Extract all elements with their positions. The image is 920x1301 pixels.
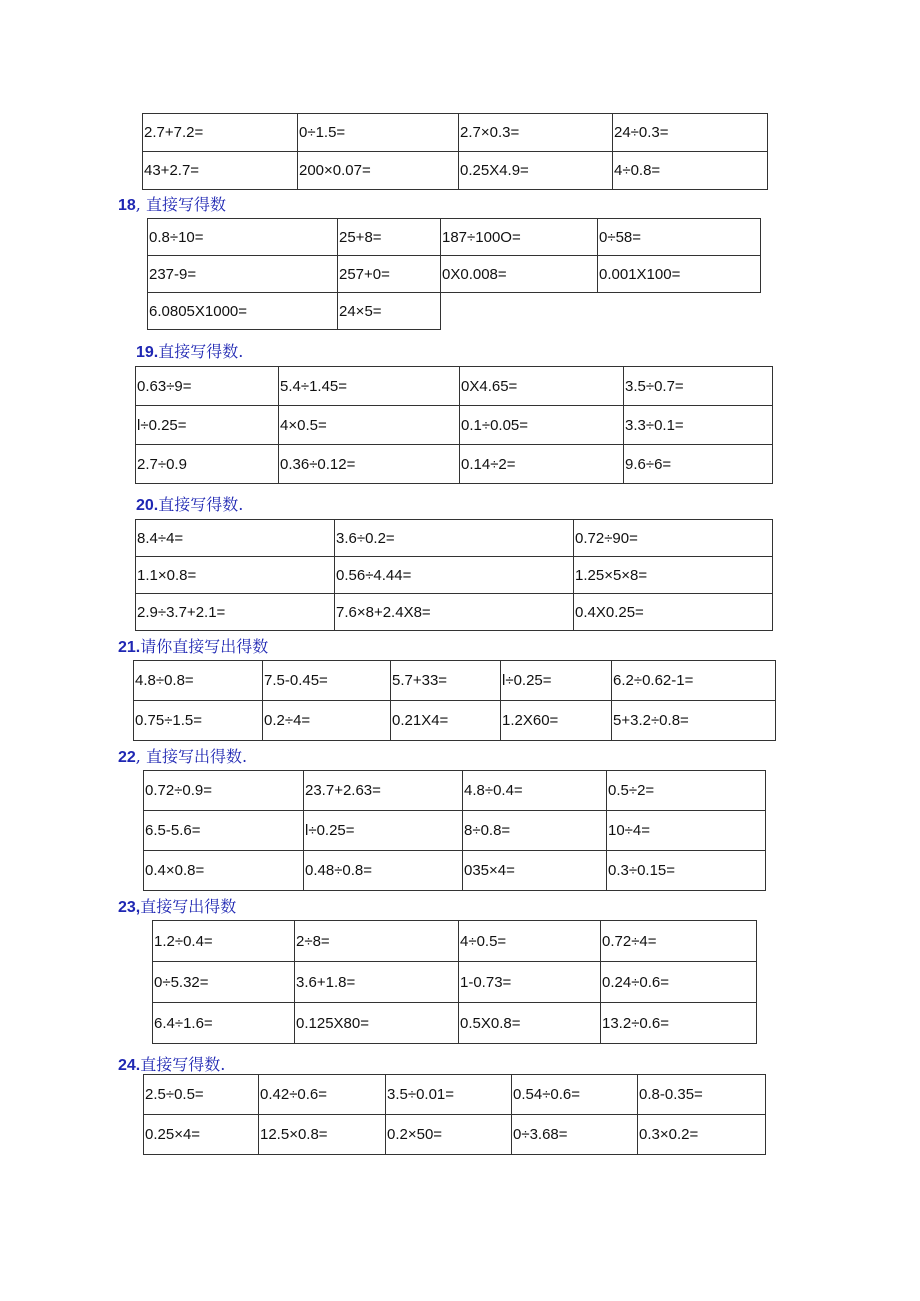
problem-table-top [142, 113, 768, 190]
problem-title: 直接写得数. [140, 1055, 226, 1074]
equation-cell: 4.8÷0.4= [463, 771, 607, 811]
equation-cell: 0.125X80= [295, 1003, 459, 1044]
equation-cell: 0.75÷1.5= [134, 701, 263, 741]
equation-cell: 1-0.73= [459, 962, 601, 1003]
equation-cell: 0.25×4= [144, 1115, 259, 1155]
equation-cell: 3.5÷0.7= [624, 367, 773, 406]
problem-number: 23, [118, 899, 141, 916]
equation-cell: 0.2×50= [386, 1115, 512, 1155]
equation-cell: 0÷1.5= [298, 114, 459, 152]
equation-cell: 200×0.07= [298, 152, 459, 190]
equation-cell: 43+2.7= [143, 152, 298, 190]
equation-cell: 2.9÷3.7+2.1= [136, 594, 335, 631]
equation-cell: 0.72÷4= [601, 921, 757, 962]
equation-cell: 2.7×0.3= [459, 114, 613, 152]
equation-cell: 0.8÷10= [148, 219, 338, 256]
problem-table-20 [135, 519, 773, 631]
problem-heading-19 [136, 339, 243, 362]
equation-cell: 0.3÷0.15= [607, 851, 766, 891]
equation-cell: 0.24÷0.6= [601, 962, 757, 1003]
equation-cell: l÷0.25= [304, 811, 463, 851]
equation-cell: 1.2X60= [501, 701, 612, 741]
problem-table-19 [135, 366, 773, 484]
equation-cell: 0.56÷4.44= [335, 557, 574, 594]
problem-heading-24 [118, 1052, 225, 1075]
problem-number: 24. [118, 1057, 141, 1074]
equation-cell: 0.72÷90= [574, 520, 773, 557]
equation-cell: 0.8-0.35= [638, 1075, 766, 1115]
equation-cell: 0X0.008= [441, 256, 598, 293]
equation-cell: 237-9= [148, 256, 338, 293]
problem-number: 18 [118, 197, 136, 214]
problem-title: 直接写出得数 [140, 897, 237, 916]
equation-cell: 3.6+1.8= [295, 962, 459, 1003]
equation-cell: 0.48÷0.8= [304, 851, 463, 891]
equation-cell: 6.4÷1.6= [153, 1003, 295, 1044]
equation-cell: 0.4X0.25= [574, 594, 773, 631]
equation-cell: 4÷0.8= [613, 152, 768, 190]
equation-cell: 1.1×0.8= [136, 557, 335, 594]
equation-cell: 13.2÷0.6= [601, 1003, 757, 1044]
equation-cell: 8÷0.8= [463, 811, 607, 851]
equation-cell: 23.7+2.63= [304, 771, 463, 811]
problem-title: 直接写得数. [158, 495, 244, 514]
problem-table-18 [147, 218, 761, 330]
equation-cell: 0.25X4.9= [459, 152, 613, 190]
problem-table-21 [133, 660, 776, 741]
equation-cell: 0.5÷2= [607, 771, 766, 811]
equation-cell: 24÷0.3= [613, 114, 768, 152]
problem-number: 19. [136, 344, 159, 361]
equation-cell: 3.3÷0.1= [624, 406, 773, 445]
equation-cell: 187÷100O= [441, 219, 598, 256]
equation-cell: 0.1÷0.05= [460, 406, 624, 445]
equation-cell: 0.2÷4= [263, 701, 391, 741]
equation-cell: 25+8= [338, 219, 441, 256]
equation-cell: 0X4.65= [460, 367, 624, 406]
problem-title: 请你直接写出得数 [140, 637, 269, 656]
problem-heading-23 [118, 894, 236, 917]
problem-number: 22 [118, 749, 136, 766]
equation-cell: 0.36÷0.12= [279, 445, 460, 484]
equation-cell: 2.5÷0.5= [144, 1075, 259, 1115]
equation-cell: 0.54÷0.6= [512, 1075, 638, 1115]
equation-cell: 257+0= [338, 256, 441, 293]
equation-cell: 2.7+7.2= [143, 114, 298, 152]
equation-cell: 9.6÷6= [624, 445, 773, 484]
problem-title: 直接写得数. [158, 342, 244, 361]
equation-cell: 1.2÷0.4= [153, 921, 295, 962]
equation-cell: 035×4= [463, 851, 607, 891]
equation-cell: 24×5= [338, 293, 441, 330]
equation-cell: 0.4×0.8= [144, 851, 304, 891]
problem-number: 21. [118, 639, 141, 656]
equation-cell: 3.6÷0.2= [335, 520, 574, 557]
equation-cell: 7.5-0.45= [263, 661, 391, 701]
equation-cell: 5+3.2÷0.8= [612, 701, 776, 741]
equation-cell: 2.7÷0.9 [136, 445, 279, 484]
problem-heading-20 [136, 492, 243, 515]
problem-heading-22 [118, 744, 247, 767]
problem-table-24 [143, 1074, 766, 1155]
equation-cell: 6.0805X1000= [148, 293, 338, 330]
problem-table-23 [152, 920, 757, 1044]
problem-number: 20. [136, 497, 159, 514]
equation-cell: 2÷8= [295, 921, 459, 962]
equation-cell: 0.21X4= [391, 701, 501, 741]
equation-cell: 0÷58= [598, 219, 761, 256]
equation-cell: 4×0.5= [279, 406, 460, 445]
equation-cell: 0÷5.32= [153, 962, 295, 1003]
equation-cell: 0.001X100= [598, 256, 761, 293]
problem-table-22 [143, 770, 766, 891]
equation-cell: 0.72÷0.9= [144, 771, 304, 811]
equation-cell: 6.2÷0.62-1= [612, 661, 776, 701]
equation-cell: 12.5×0.8= [259, 1115, 386, 1155]
equation-cell: 0.5X0.8= [459, 1003, 601, 1044]
equation-cell: 0.14÷2= [460, 445, 624, 484]
problem-heading-21 [118, 634, 268, 657]
equation-cell: 0.42÷0.6= [259, 1075, 386, 1115]
problem-heading-18 [118, 192, 226, 215]
equation-cell: 4÷0.5= [459, 921, 601, 962]
equation-cell: 5.4÷1.45= [279, 367, 460, 406]
equation-cell: 5.7+33= [391, 661, 501, 701]
equation-cell: 0.63÷9= [136, 367, 279, 406]
equation-cell: 8.4÷4= [136, 520, 335, 557]
equation-cell: l÷0.25= [136, 406, 279, 445]
problem-title: , 直接写出得数. [135, 747, 248, 766]
equation-cell: l÷0.25= [501, 661, 612, 701]
problem-title: , 直接写得数 [135, 195, 226, 214]
equation-cell: 0÷3.68= [512, 1115, 638, 1155]
equation-cell: 0.3×0.2= [638, 1115, 766, 1155]
equation-cell: 7.6×8+2.4X8= [335, 594, 574, 631]
equation-cell: 3.5÷0.01= [386, 1075, 512, 1115]
equation-cell: 4.8÷0.8= [134, 661, 263, 701]
equation-cell: 1.25×5×8= [574, 557, 773, 594]
equation-cell: 10÷4= [607, 811, 766, 851]
equation-cell: 6.5-5.6= [144, 811, 304, 851]
